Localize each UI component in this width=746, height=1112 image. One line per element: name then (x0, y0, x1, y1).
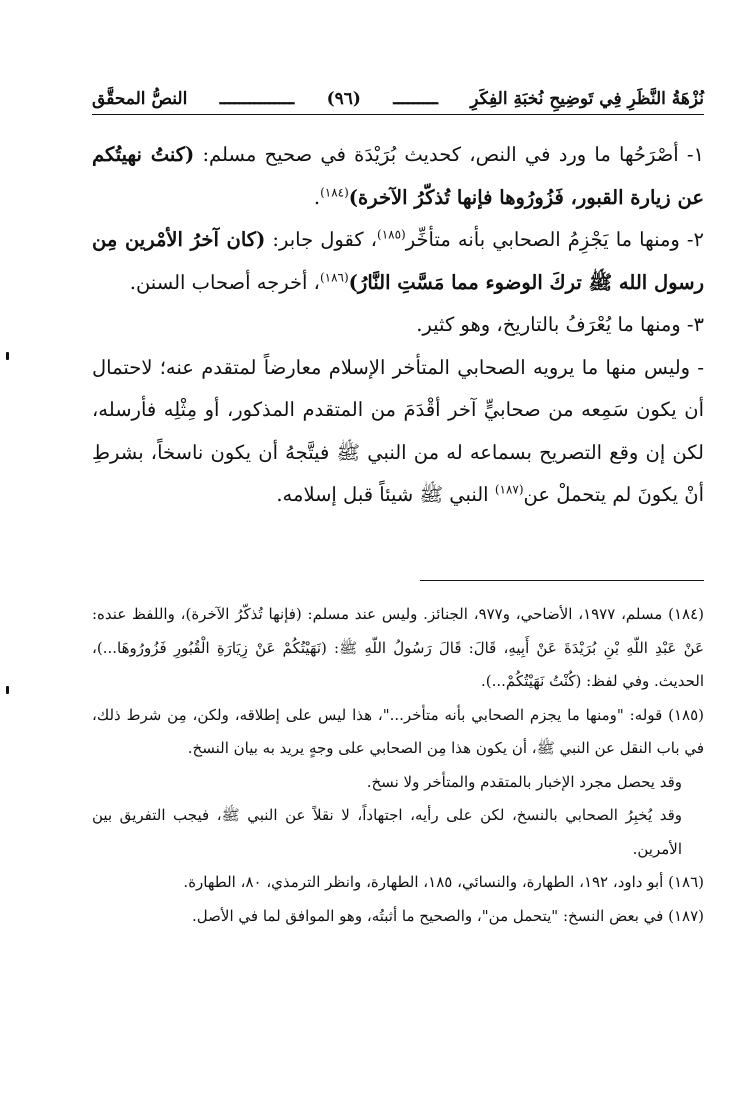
item-1-quote: (كنتُ نهيتُكم عن زيارة القبور، فَزُورُوها فإنها تُذكّرُ الآخرة) (92, 143, 704, 209)
item-1 (92, 134, 704, 219)
item-3: ٣- ومنها ما يُعْرَفُ بالتاريخ، وهو كثير. (416, 313, 704, 336)
paragraph-text: - وليس منها ما يرويه الصحابي المتأخر الإسلام معارضاً لمتقدم عنه؛ لاحتمال أن يكون سَمِعه من صحابيٍّ آخر أقْدَمَ من المتقدم المذكور، أو مِثْلِه فأرسله، لكن إن وقع التصريح بسماعه له من النبي ﷺ فيتَّجهُ أن يكون ناسخاً، بشرطِ أنْ يكونَ لم يتحملْ عن (92, 355, 704, 506)
paragraph-end: النبي ﷺ شيئاً قبل إسلامه. (276, 483, 495, 506)
footnote-185: (١٨٥) قوله: "ومنها ما يجزم الصحابي بأنه متأخر..."، هذا ليس على إطلاقه، ولكن، مِن شرط ذلك، في باب النقل عن النبي ﷺ، أن يكون هذا مِن الصحابي على وجهٍ يريد به بيان النسخ. (92, 705, 704, 757)
item-1-end: . (313, 185, 321, 209)
book-title: نُزْهَةُ النَّظَرِ فِي تَوضِيحِ نُخبَةِ الفِكَرِ (470, 89, 704, 109)
section-title: النصُّ المحقَّق (92, 89, 188, 109)
main-text (92, 134, 704, 517)
footnote-187: (١٨٧) في بعض النسخ: "يتحمل من"، والصحيح ما أثبتُه، وهو الموافق لما في الأصل. (192, 906, 704, 925)
page-header (92, 84, 704, 115)
item-2-quote: (كان آخرُ الأمْرين مِن رسول الله ﷺ تركَ الوضوء مما مَسَّتِ النَّارُ) (92, 228, 704, 294)
footnote-186: (١٨٦) أبو داود، ١٩٢، الطهارة، والنسائي، ١٨٥، الطهارة، وانظر الترمذي، ٨٠، الطهارة. (183, 873, 704, 891)
item-2-text: ٢- ومنها ما يَجْزِمُ الصحابي بأنه متأخِّر (405, 228, 704, 251)
scan-edge-mark-top (6, 352, 9, 360)
header-rule-right: ـــــــــ (393, 89, 439, 109)
item-2-end: ، أخرجه أصحاب السنن. (129, 270, 320, 294)
scan-edge-mark-bottom (6, 686, 9, 694)
footnote-185-note-3: وقد يُخبِرُ الصحابي بالنسخ، لكن على رأيه، اجتهاداً، لا نقلاً عن النبي ﷺ، فيجب التفريق بين الأمرين. (92, 806, 682, 858)
footnote-ref-186: (١٨٦) (319, 270, 349, 284)
footnote-divider (420, 580, 704, 581)
item-1-text: ١- أصْرَحُها ما ورد في النص، كحديث بُرَيْدَة في صحيح مسلم: (194, 143, 705, 166)
paragraph (92, 347, 704, 517)
footnote-ref-185: (١٨٥) (377, 227, 406, 242)
footnote-185-note-2: وقد يحصل مجرد الإخبار بالمتقدم والمتأخر ولا نسخ. (366, 772, 682, 791)
footnote-ref-184: (١٨٤) (320, 185, 349, 199)
page-number: (٩٦) (326, 89, 361, 109)
header-rule-left: ـــــــــــــــ (219, 89, 295, 109)
item-2 (92, 219, 704, 304)
item-2-text-b: ، كقول جابر: (265, 228, 377, 251)
footnotes (92, 598, 704, 933)
footnote-184: (١٨٤) مسلم، ١٩٧٧، الأضاحي، و٩٧٧، الجنائز. وليس عند مسلم: (فإنها تُذكّرُ الآخرة)، واللفظ عنده: عَنْ عَبْدِ اللّهِ بْنِ بُرَيْدَةَ عَنْ أَبِيهِ، قَالَ: قَالَ رَسُولُ اللّهِ ﷺ: (نَهَيْتُكُمْ عَنْ زِيَارَةِ الْقُبُورِ فَزُورُوهَا...)، الحديث. وفي لفظ: (كُنْتُ نَهَيْتُكُمْ...). (92, 605, 704, 690)
footnote-ref-187: (١٨٧) (494, 482, 524, 497)
